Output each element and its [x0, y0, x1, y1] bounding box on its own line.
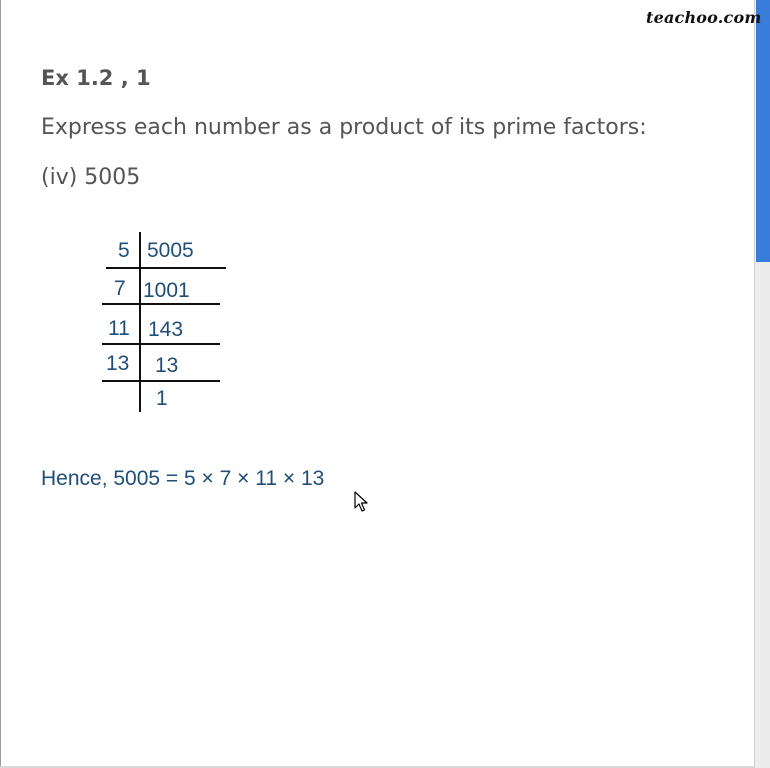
scrollbar-track[interactable] — [756, 262, 770, 768]
divisor: 13 — [106, 352, 130, 375]
teachoo-logo: teachoo.com — [646, 8, 762, 27]
divisor: 7 — [114, 277, 126, 300]
division-rule-4 — [102, 380, 220, 382]
question-text: Express each number as a product of its prime factors: — [41, 115, 647, 140]
conclusion-text: Hence, 5005 = 5 × 7 × 11 × 13 — [41, 467, 325, 490]
scrollbar-thumb[interactable] — [756, 0, 770, 262]
dividend: 13 — [155, 354, 179, 377]
division-rule-2 — [102, 303, 220, 305]
dividend: 5005 — [147, 239, 194, 262]
dividend: 1 — [156, 387, 168, 410]
division-rule-1 — [106, 267, 226, 269]
division-vertical-line — [139, 232, 141, 412]
division-rule-3 — [102, 343, 220, 345]
page-border-left — [0, 0, 1, 768]
divisor: 5 — [118, 239, 130, 262]
exercise-heading: Ex 1.2 , 1 — [41, 66, 151, 90]
vertical-scrollbar[interactable] — [754, 0, 770, 768]
dividend: 1001 — [143, 279, 190, 302]
dividend: 143 — [148, 318, 184, 341]
mouse-cursor-icon — [354, 491, 368, 513]
divisor: 11 — [108, 317, 130, 340]
question-part: (iv) 5005 — [41, 165, 141, 190]
